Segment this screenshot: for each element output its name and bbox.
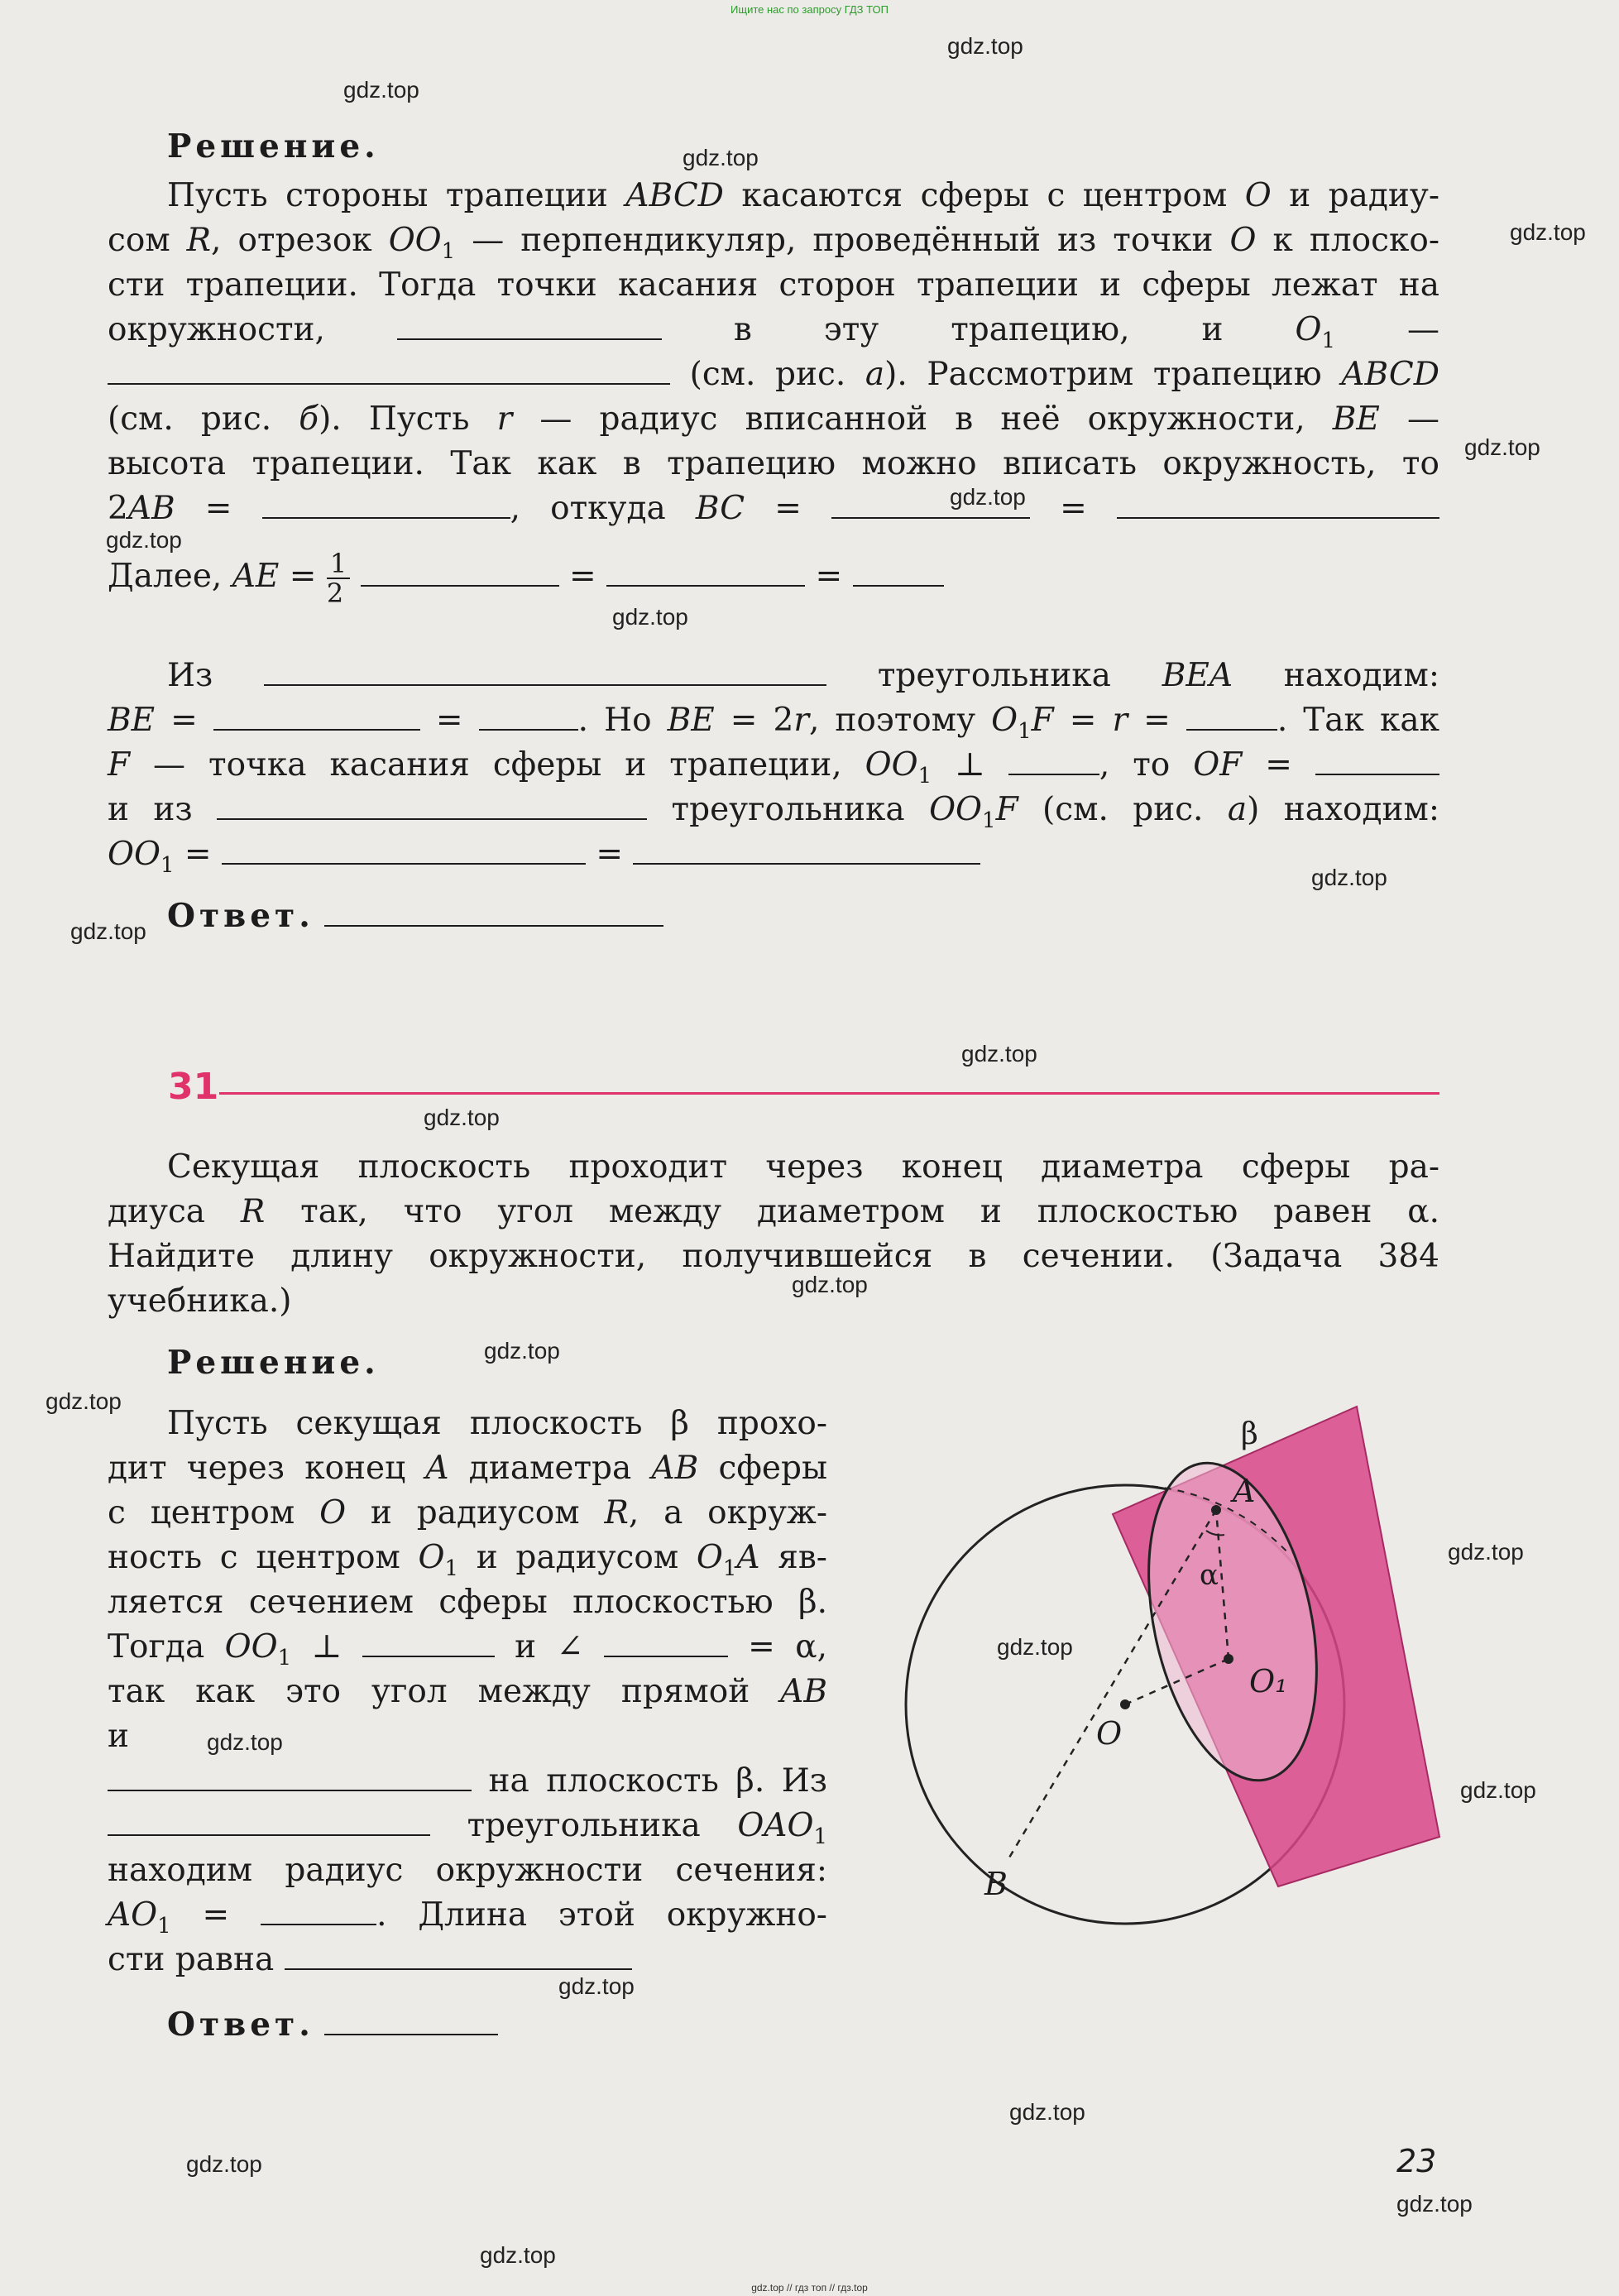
sphere-section-figure: [860, 1373, 1456, 1936]
label-A: A: [1233, 1473, 1256, 1509]
s2-line-12: $AO_1$ = . Длина этой окружно-: [108, 1896, 827, 1939]
problem-31-number: 31: [168, 1066, 219, 1108]
watermark[interactable]: gdz.top: [424, 1105, 500, 1130]
s1-answer: Ответ.: [167, 894, 1499, 939]
s1-line-12: F — точка касания сферы и трапеции, $OO_1$ ⊥ , то OF =: [108, 743, 1439, 798]
s1-line-7: высота трапеции. Так как в трапецию можно вписать окружность, то: [108, 445, 1439, 482]
s2-line-9: на плоскость β. Из: [108, 1759, 827, 1804]
s2-line-8: и: [108, 1718, 129, 1755]
watermark[interactable]: gdz.top: [480, 2242, 556, 2268]
s2-line-11: находим радиус окружности сечения:: [108, 1852, 827, 1889]
s1-line-5: (см. рис. а). Рассмотрим трапецию ABCD: [108, 352, 1439, 397]
watermark[interactable]: gdz.top: [186, 2151, 262, 2177]
point-O1: [1224, 1654, 1233, 1664]
s2-line-2: дит через конец A диаметра AB сферы: [108, 1450, 827, 1487]
page-number: 23: [1396, 2143, 1437, 2179]
watermark[interactable]: gdz.top: [46, 1388, 122, 1414]
solution-2-heading: Решение.: [167, 1344, 380, 1382]
watermark[interactable]: gdz.top: [1448, 1539, 1524, 1565]
label-beta: β: [1241, 1417, 1258, 1451]
s1-line-2: сом R, отрезок $OO_1$ — перпендикуляр, проведённый из точки O к плоско-: [108, 222, 1440, 264]
problem-31-rule: [219, 1092, 1439, 1095]
watermark[interactable]: gdz.top: [70, 918, 146, 944]
s2-line-6: Тогда $OO_1$ ⊥ и ∠ = α,: [108, 1628, 827, 1670]
s2-line-10: треугольника $OAO_1$: [108, 1804, 827, 1859]
s1-line-8: 2AB = , откуда BC = =: [108, 487, 1439, 531]
watermark[interactable]: gdz.top: [683, 145, 759, 170]
s1-line-9: Далее, AE = $\frac{1}{2}$ = =: [108, 549, 1439, 607]
point-A: [1211, 1505, 1221, 1515]
s2-line-3: с центром O и радиусом R, а окруж-: [108, 1494, 827, 1531]
watermark[interactable]: gdz.top: [1396, 2191, 1473, 2217]
watermark[interactable]: gdz.top: [950, 484, 1026, 510]
s2-line-1: Пусть секущая плоскость β прохо-: [167, 1405, 827, 1442]
watermark[interactable]: gdz.top: [1009, 2099, 1085, 2125]
watermark[interactable]: gdz.top: [558, 1973, 635, 1999]
label-O1: O₁: [1249, 1663, 1288, 1699]
s1-line-14: $OO_1$ = =: [108, 832, 1439, 888]
watermark[interactable]: gdz.top: [792, 1272, 868, 1297]
watermark[interactable]: gdz.top: [1464, 434, 1540, 460]
s2-line-5: ляется сечением сферы плоскостью β.: [108, 1584, 827, 1621]
p31-line-1: Секущая плоскость проходит через конец диаметра сферы ра-: [167, 1148, 1439, 1186]
watermark[interactable]: gdz.top: [997, 1634, 1073, 1660]
label-alpha: α: [1200, 1559, 1219, 1592]
s1-line-6: (см. рис. б). Пусть r — радиус вписанной в неё окружности, BE —: [108, 400, 1440, 438]
watermark[interactable]: gdz.top: [106, 527, 182, 553]
watermark[interactable]: gdz.top: [207, 1729, 283, 1755]
watermark[interactable]: gdz.top: [484, 1338, 560, 1364]
s1-line-11: BE = = . Но BE = 2r, поэтому $O_1F = r$ = . Так как: [108, 702, 1439, 744]
s1-line-1: Пусть стороны трапеции ABCD касаются сферы с центром O и радиу-: [167, 177, 1440, 214]
watermark[interactable]: gdz.top: [1311, 865, 1387, 890]
s2-answer: Ответ.: [167, 2002, 1499, 2048]
footer-links[interactable]: gdz.top // гдз топ // гдз.top: [751, 2282, 868, 2294]
watermark[interactable]: gdz.top: [1510, 219, 1586, 245]
label-O: O: [1096, 1715, 1123, 1752]
label-B: B: [984, 1866, 1008, 1902]
s1-line-13: и из треугольника $OO_1F$ (см. рис. а) находим:: [108, 791, 1439, 833]
s1-line-3: сти трапеции. Тогда точки касания сторон трапеции и сферы лежат на: [108, 266, 1439, 304]
s2-line-7: так как это угол между прямой AB: [108, 1673, 827, 1710]
s2-line-13: сти равна: [108, 1938, 827, 1982]
p31-line-3: Найдите длину окружности, получившейся в сечении. (Задача 384: [108, 1238, 1439, 1275]
watermark[interactable]: gdz.top: [343, 77, 419, 103]
watermark[interactable]: gdz.top: [961, 1041, 1037, 1067]
solution-1-heading: Решение.: [167, 127, 380, 165]
s1-line-4: окружности, в эту трапецию, и $O_1$ —: [108, 311, 1440, 353]
point-O: [1120, 1699, 1130, 1709]
watermark[interactable]: gdz.top: [1460, 1777, 1536, 1803]
p31-line-4: учебника.): [108, 1282, 292, 1320]
watermark[interactable]: gdz.top: [612, 604, 688, 630]
s2-line-4: ность с центром $O_1$ и радиусом $O_1A$ яв-: [108, 1539, 827, 1581]
watermark[interactable]: gdz.top: [947, 33, 1023, 59]
p31-line-2: диуса R так, что угол между диаметром и плоскостью равен α.: [108, 1193, 1439, 1230]
s1-line-10: Из треугольника BEA находим:: [167, 657, 1439, 694]
search-hint[interactable]: Ищите нас по запросу ГДЗ ТОП: [730, 3, 889, 16]
